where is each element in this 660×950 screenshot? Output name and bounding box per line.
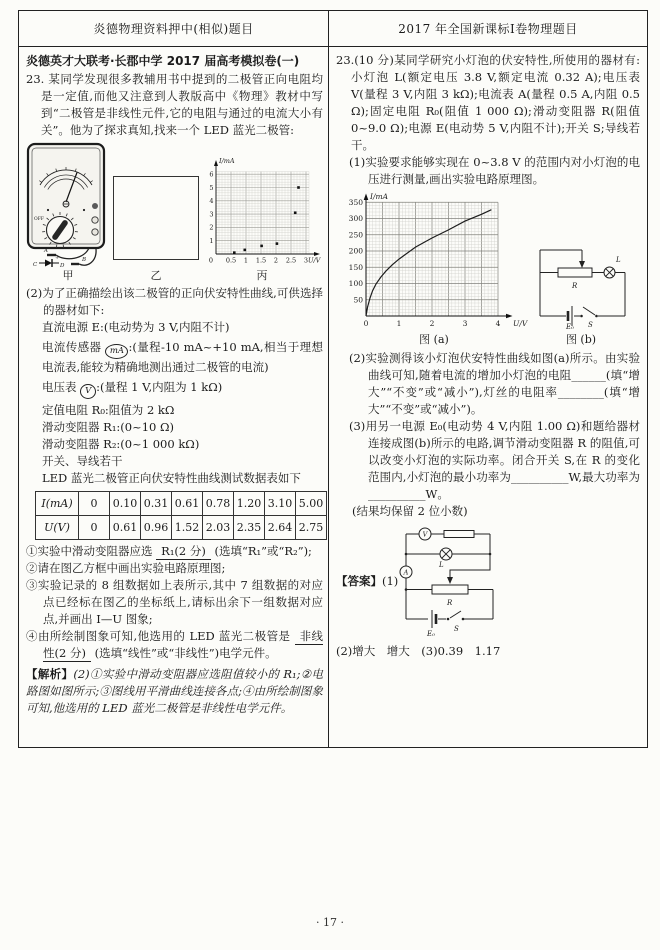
table-cell: U(V) — [36, 516, 79, 540]
x-tick-label: 2.5 — [285, 256, 297, 265]
analysis-paragraph: 【解析】(2)①实验中滑动变阻器应选阻值较小的 R₁;②电路图如图所示;③图线用平滑曲线连接各点;④由所绘制图象可知,他选用的 LED 蓝光二极管是非线性电学元件。 — [26, 667, 324, 715]
part3-text: (3)用另一电源 E₀(电动势 4 V,内阻 1.00 Ω)和题给器材连接成图(b)所示的电路,调节滑动变阻器 R 的阻值,可以改变小灯泡的实际功率。闭合开关 S,在 R 的变化范围内,小灯泡的最小功率为__________W,最大功率为__________W。 — [349, 419, 640, 501]
diode-d-label: D — [60, 263, 65, 268]
data-point — [260, 245, 263, 248]
x-tick-label: 0.5 — [225, 256, 237, 265]
lamp-label: L — [616, 256, 621, 264]
answer-blank-nonlinear: 非线性(2 分) — [43, 629, 324, 660]
left-column — [19, 47, 329, 747]
answer-heading: 【答案】(1) — [336, 574, 399, 588]
table-cell: 2.03 — [203, 516, 234, 540]
header-row — [19, 11, 647, 47]
item-4: ④由所绘制图象可知,他选用的 LED 蓝光二极管是 非线性(2 分) (选填“线性”或“非线性”)电学元件。 — [26, 629, 324, 660]
figure-label-yi: 乙 — [150, 269, 162, 282]
table-cell: I(mA) — [36, 492, 79, 516]
figure-scatter-plot — [202, 155, 322, 283]
diode-symbol — [45, 260, 52, 267]
paper-title: 炎德英才大联考·长郡中学 2017 届高考模拟卷(一) — [26, 54, 300, 68]
probe-a-label: A — [44, 248, 48, 254]
x-axis-label: U/V — [308, 256, 321, 265]
slider-arrow — [447, 577, 453, 584]
item-3: ③实验记录的 8 组数据如上表所示,其中 7 组数据的对应点已经标在图乙的坐标纸上,请标出余下一组数据对应点,并画出 I—U 图象; — [26, 578, 323, 626]
part2-text: (2)实验测得该小灯泡伏安特性曲线如图(a)所示。由实验曲线可知,随着电流的增加小灯泡的电阻______(填“增大”“不变”或“减小”),灯丝的电阻率________(填“增大”“不变”或“减小”)。 — [349, 351, 640, 416]
question-23-right — [336, 52, 640, 154]
table-cell: 0.61 — [110, 516, 141, 540]
ammeter-label: A — [403, 568, 409, 577]
y-tick-label: 2 — [209, 223, 214, 232]
battery-label: E₀ — [566, 323, 574, 331]
question-number: 23. — [336, 53, 355, 67]
table-cell: 0 — [79, 516, 110, 540]
x-tick-label: 2 — [273, 256, 279, 265]
table-cell: 3.10 — [265, 492, 296, 516]
figure-graph-a — [336, 190, 532, 347]
x-tick-label: 4 — [495, 319, 501, 328]
answer-row — [336, 524, 640, 638]
table-cell: 0.61 — [172, 492, 203, 516]
part1-text: (1)实验要求能够实现在 0~3.8 V 的范围内对小灯泡的电压进行测量,画出实验电路原理图。 — [349, 155, 640, 186]
table-row — [36, 516, 327, 540]
origin-label: 0 — [208, 256, 213, 265]
x-tick-label: 1 — [396, 319, 402, 328]
table-cell: 1.20 — [234, 492, 265, 516]
y-tick-label: 4 — [209, 197, 214, 206]
right-column — [329, 47, 647, 747]
question-intro: 某同学发现很多教辅用书中提到的二极管正向电阻均是一定值,而他又注意到人教版高中《物理》教材中写到“二极管是非线性元件,它的电阻与通过的电流大小有关”。他为了探求真知,找来一个 LED 蓝光二极管: — [41, 72, 324, 137]
table-cell: 0 — [79, 492, 110, 516]
y-tick-label: 350 — [348, 197, 363, 207]
circuit-b-diagram — [532, 236, 630, 332]
answer-blank-r1: R₁(2 分) — [156, 544, 211, 560]
off-label: OFF — [34, 217, 44, 222]
switch-label: S — [454, 625, 460, 633]
y-tick-label: 5 — [209, 183, 214, 192]
rounding-note: (结果均保留 2 位小数) — [352, 504, 468, 518]
table-intro: LED 蓝光二极管正向伏安特性曲线测试数据表如下 — [42, 471, 301, 485]
x-tick-label: 2 — [429, 319, 435, 328]
table-cell: 0.96 — [141, 516, 172, 540]
x-tick-label: 1 — [243, 256, 249, 265]
answer-rest: (2)增大 增大 (3)0.39 1.17 — [336, 644, 501, 658]
equip-r0: 定值电阻 R₀:阻值为 2 kΩ — [42, 403, 175, 417]
data-table — [35, 491, 327, 540]
slider-arrow — [579, 261, 585, 268]
table-cell: 5.00 — [296, 492, 327, 516]
page-number: · 17 · — [316, 916, 344, 929]
x-tick-label: 3 — [303, 256, 309, 265]
milliammeter-symbol: mA — [105, 344, 128, 359]
two-column-body — [19, 47, 647, 747]
header-right-title: 2017 年全国新课标Ⅰ卷物理题目 — [398, 22, 578, 36]
figure-label-bing: 丙 — [256, 269, 268, 282]
x-axis-label: U/V — [513, 319, 528, 328]
equip-source: 直流电源 E:(电动势为 3 V,内阻不计) — [42, 320, 230, 334]
item-2: ②请在图乙方框中画出实验电路原理图; — [26, 561, 226, 575]
data-point — [276, 242, 279, 245]
x-tick-label: 0 — [363, 319, 369, 328]
analysis-label: 【解析】 — [26, 667, 74, 681]
equip-current-sensor: 电流传感器 mA :(量程-10 mA~+10 mA,相当于理想电流表,能较为精确地测出通过二极管的电流) — [42, 340, 324, 374]
data-point — [294, 211, 297, 214]
y-tick-label: 100 — [348, 279, 363, 289]
equip-switch-wires: 开关、导线若干 — [42, 454, 123, 468]
y-tick-label: 200 — [348, 246, 363, 256]
table-cell: 1.52 — [172, 516, 203, 540]
y-tick-label: 50 — [353, 295, 363, 305]
figure-circuit-b — [532, 236, 630, 347]
table-row — [36, 492, 327, 516]
battery-label: E₀ — [427, 630, 436, 638]
x-tick-label: 1.5 — [255, 256, 267, 265]
switch-label: S — [588, 321, 593, 329]
table-cell: 0.31 — [141, 492, 172, 516]
voltmeter-label: V — [422, 530, 428, 539]
header-left-title: 炎德物理资料押中(相似)题目 — [19, 11, 329, 46]
y-tick-label: 300 — [348, 214, 363, 224]
question-number: 23. — [26, 72, 45, 86]
figure-label-a: 图 (a) — [419, 333, 449, 346]
table-cell: 2.75 — [296, 516, 327, 540]
data-point — [244, 249, 247, 252]
diode-plus-label: + — [55, 255, 60, 261]
y-tick-label: 3 — [209, 210, 214, 219]
y-tick-label: 150 — [348, 262, 363, 272]
answer-circuit-diagram — [398, 524, 503, 638]
rheostat-label: R — [572, 282, 578, 290]
y-axis-label: I/mA — [219, 157, 235, 165]
data-point — [233, 251, 236, 254]
lamp-label: L — [439, 561, 444, 569]
y-tick-label: 250 — [348, 230, 363, 240]
equip-voltmeter: 电压表 V :(量程 1 V,内阻为 1 kΩ) — [42, 379, 323, 399]
x-tick-label: 3 — [462, 319, 468, 328]
question-text: (10 分)某同学研究小灯泡的伏安特性,所使用的器材有:小灯泡 L(额定电压 3.8 V,额定电流 0.32 A);电压表 V(量程 3 V,内阻 3 kΩ);电流表 A(量程 0.5 A,内阻 0.5 Ω);固定电阻 R₀(阻值 1 000 Ω);滑动变阻器 R(阻值 0~9.0 Ω);电源 E(电动势 5 V,内阻不计);开关 S;导线若干。 — [351, 53, 640, 152]
equip-r1: 滑动变阻器 R₁:(0~10 Ω) — [42, 420, 175, 434]
figure-blank-box — [113, 176, 199, 283]
scatter-chart — [202, 155, 322, 268]
diode-c-label: C — [33, 262, 38, 268]
probe-b-label: B — [82, 257, 87, 263]
y-axis-label: I/mA — [370, 192, 389, 201]
table-cell: 0.78 — [203, 492, 234, 516]
table-cell: 2.64 — [265, 516, 296, 540]
figure-multimeter — [26, 142, 110, 283]
question-23-left — [26, 71, 323, 139]
figure-label-jia: 甲 — [62, 269, 74, 282]
part2-heading: (2)为了正确描绘出该二极管的正向伏安特性曲线,可供选择的器材如下: — [26, 286, 323, 317]
vi-curve-chart — [336, 190, 532, 332]
figure-row-right — [336, 190, 640, 347]
circuit-drawing-box — [113, 176, 199, 260]
y-tick-label: 6 — [209, 170, 214, 179]
figure-label-b: 图 (b) — [565, 333, 597, 346]
voltmeter-symbol: V — [80, 384, 96, 399]
rheostat-label: R — [447, 599, 453, 607]
table-cell: 0.10 — [110, 492, 141, 516]
equip-r2: 滑动变阻器 R₂:(0~1 000 kΩ) — [42, 437, 200, 451]
y-tick-label: 1 — [209, 237, 214, 245]
multimeter-illustration — [26, 142, 110, 268]
data-point — [297, 186, 300, 189]
item-1: ①实验中滑动变阻器应选 R₁(2 分) (选填“R₁”或“R₂”); — [26, 544, 312, 558]
figure-row-left — [26, 142, 323, 283]
exam-sheet-frame — [18, 10, 648, 748]
table-cell: 2.35 — [234, 516, 265, 540]
